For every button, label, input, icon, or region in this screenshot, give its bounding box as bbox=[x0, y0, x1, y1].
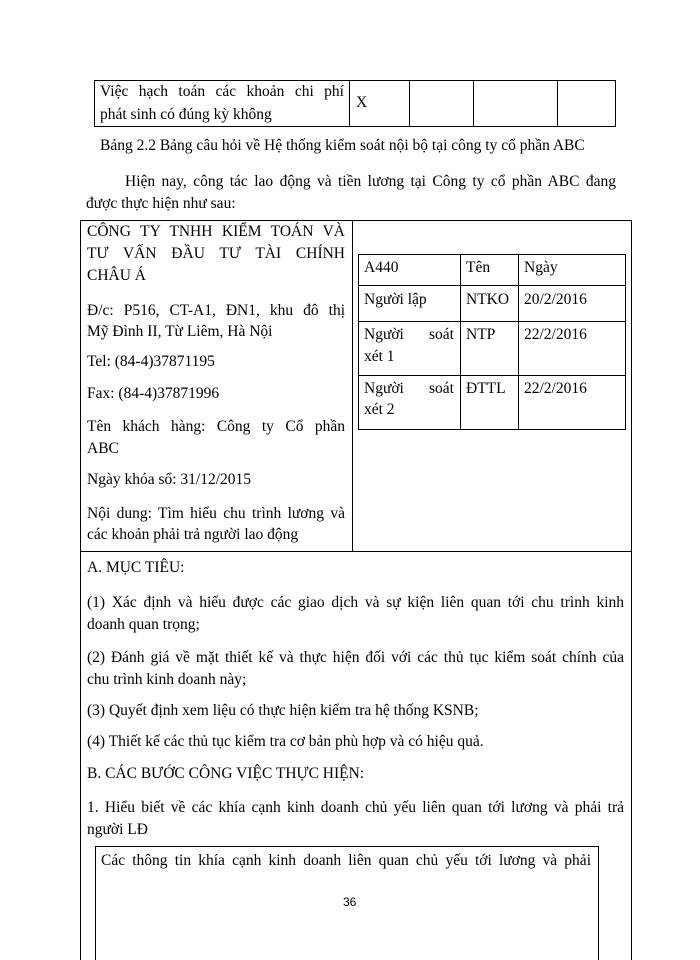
signoff-date: 22/2/2016 bbox=[524, 326, 587, 343]
page-number: 36 bbox=[343, 895, 357, 909]
signoff-date: 22/2/2016 bbox=[524, 380, 587, 397]
signoff-role: Người lập bbox=[364, 291, 427, 308]
company-address: Mỹ Đình II, Từ Liêm, Hà Nội bbox=[87, 323, 273, 340]
table-caption: Bảng 2.2 Bảng câu hỏi về Hệ thống kiểm soát nội bộ tại công ty cổ phần ABC bbox=[100, 137, 585, 154]
question-text: phát sinh có đúng kỳ không bbox=[100, 106, 272, 123]
client-name: Tên khách hàng: Công ty Cổ phần bbox=[87, 418, 345, 435]
closing-date: Ngày khóa sổ: 31/12/2015 bbox=[87, 471, 252, 488]
signoff-row-divider bbox=[358, 375, 626, 376]
signoff-role: xét 2 bbox=[364, 401, 395, 418]
objective-item: doanh quan trọng; bbox=[87, 616, 200, 633]
step-item: 1. Hiểu biết về các khía cạnh kinh doanh chủ yếu liên quan tới lương và phải trả bbox=[87, 799, 624, 816]
company-fax: Fax: (84-4)37871996 bbox=[87, 385, 220, 402]
signoff-role: xét 1 bbox=[364, 348, 395, 365]
content-description: các khoản phải trả người lao động bbox=[87, 526, 299, 543]
client-name: ABC bbox=[87, 440, 119, 457]
question-text: Việc hạch toán các khoản chi phí bbox=[100, 83, 344, 100]
top-table-divider bbox=[557, 80, 558, 127]
objective-item: (4) Thiết kế các thủ tục kiểm tra cơ bản phù hợp và có hiệu quả. bbox=[87, 733, 484, 750]
signoff-name: NTKO bbox=[466, 291, 510, 308]
company-name: TƯ VẤN ĐẦU TƯ TÀI CHÍNH bbox=[87, 245, 345, 262]
signoff-divider bbox=[518, 254, 519, 430]
signoff-col-name: Tên bbox=[466, 259, 491, 276]
signoff-col-date: Ngày bbox=[524, 259, 558, 276]
content-description: Nội dung: Tìm hiểu chu trình lương và bbox=[87, 505, 345, 522]
company-address: Đ/c: P516, CT-A1, ĐN1, khu đô thị bbox=[87, 302, 345, 319]
signoff-divider bbox=[460, 254, 461, 430]
signoff-name: ĐTTL bbox=[466, 380, 506, 397]
company-name: CHÂU Á bbox=[87, 267, 146, 284]
signoff-date: 20/2/2016 bbox=[524, 291, 587, 308]
top-table-divider bbox=[409, 80, 410, 127]
objective-item: (3) Quyết định xem liệu có thực hiện kiểm tra hệ thống KSNB; bbox=[87, 702, 479, 719]
company-name: CÔNG TY TNHH KIỂM TOÁN VÀ bbox=[87, 223, 345, 240]
section-divider bbox=[80, 551, 632, 552]
step-item: người LĐ bbox=[87, 821, 148, 838]
objectives-heading: A. MỤC TIÊU: bbox=[87, 559, 185, 576]
signoff-row-divider bbox=[358, 321, 626, 322]
top-table-divider bbox=[473, 80, 474, 127]
signoff-code: A440 bbox=[364, 259, 399, 276]
signoff-name: NTP bbox=[466, 326, 496, 343]
objective-item: (2) Đánh giá về mặt thiết kế và thực hiện đối với các thủ tục kiểm soát chính của bbox=[87, 649, 624, 666]
intro-paragraph: Hiện nay, công tác lao động và tiền lương tại Công ty cổ phần ABC đang bbox=[125, 173, 616, 190]
signoff-row-divider bbox=[358, 285, 626, 286]
signoff-role: Người soát bbox=[364, 380, 454, 397]
steps-heading: B. CÁC BƯỚC CÔNG VIỆC THỰC HIỆN: bbox=[87, 765, 365, 782]
header-divider bbox=[352, 220, 353, 551]
checkbox-mark: X bbox=[356, 94, 368, 111]
objective-item: (1) Xác định và hiểu được các giao dịch và sự kiện liên quan tới chu trình kinh bbox=[87, 594, 624, 611]
objective-item: chu trình kinh doanh này; bbox=[87, 671, 247, 688]
signoff-role: Người soát bbox=[364, 326, 454, 343]
company-tel: Tel: (84-4)37871195 bbox=[87, 353, 215, 370]
inner-info-text: Các thông tin khía cạnh kinh doanh liên quan chủ yếu tới lương và phải bbox=[101, 852, 591, 869]
top-table-divider bbox=[349, 80, 350, 127]
intro-paragraph: được thực hiện như sau: bbox=[86, 195, 236, 212]
